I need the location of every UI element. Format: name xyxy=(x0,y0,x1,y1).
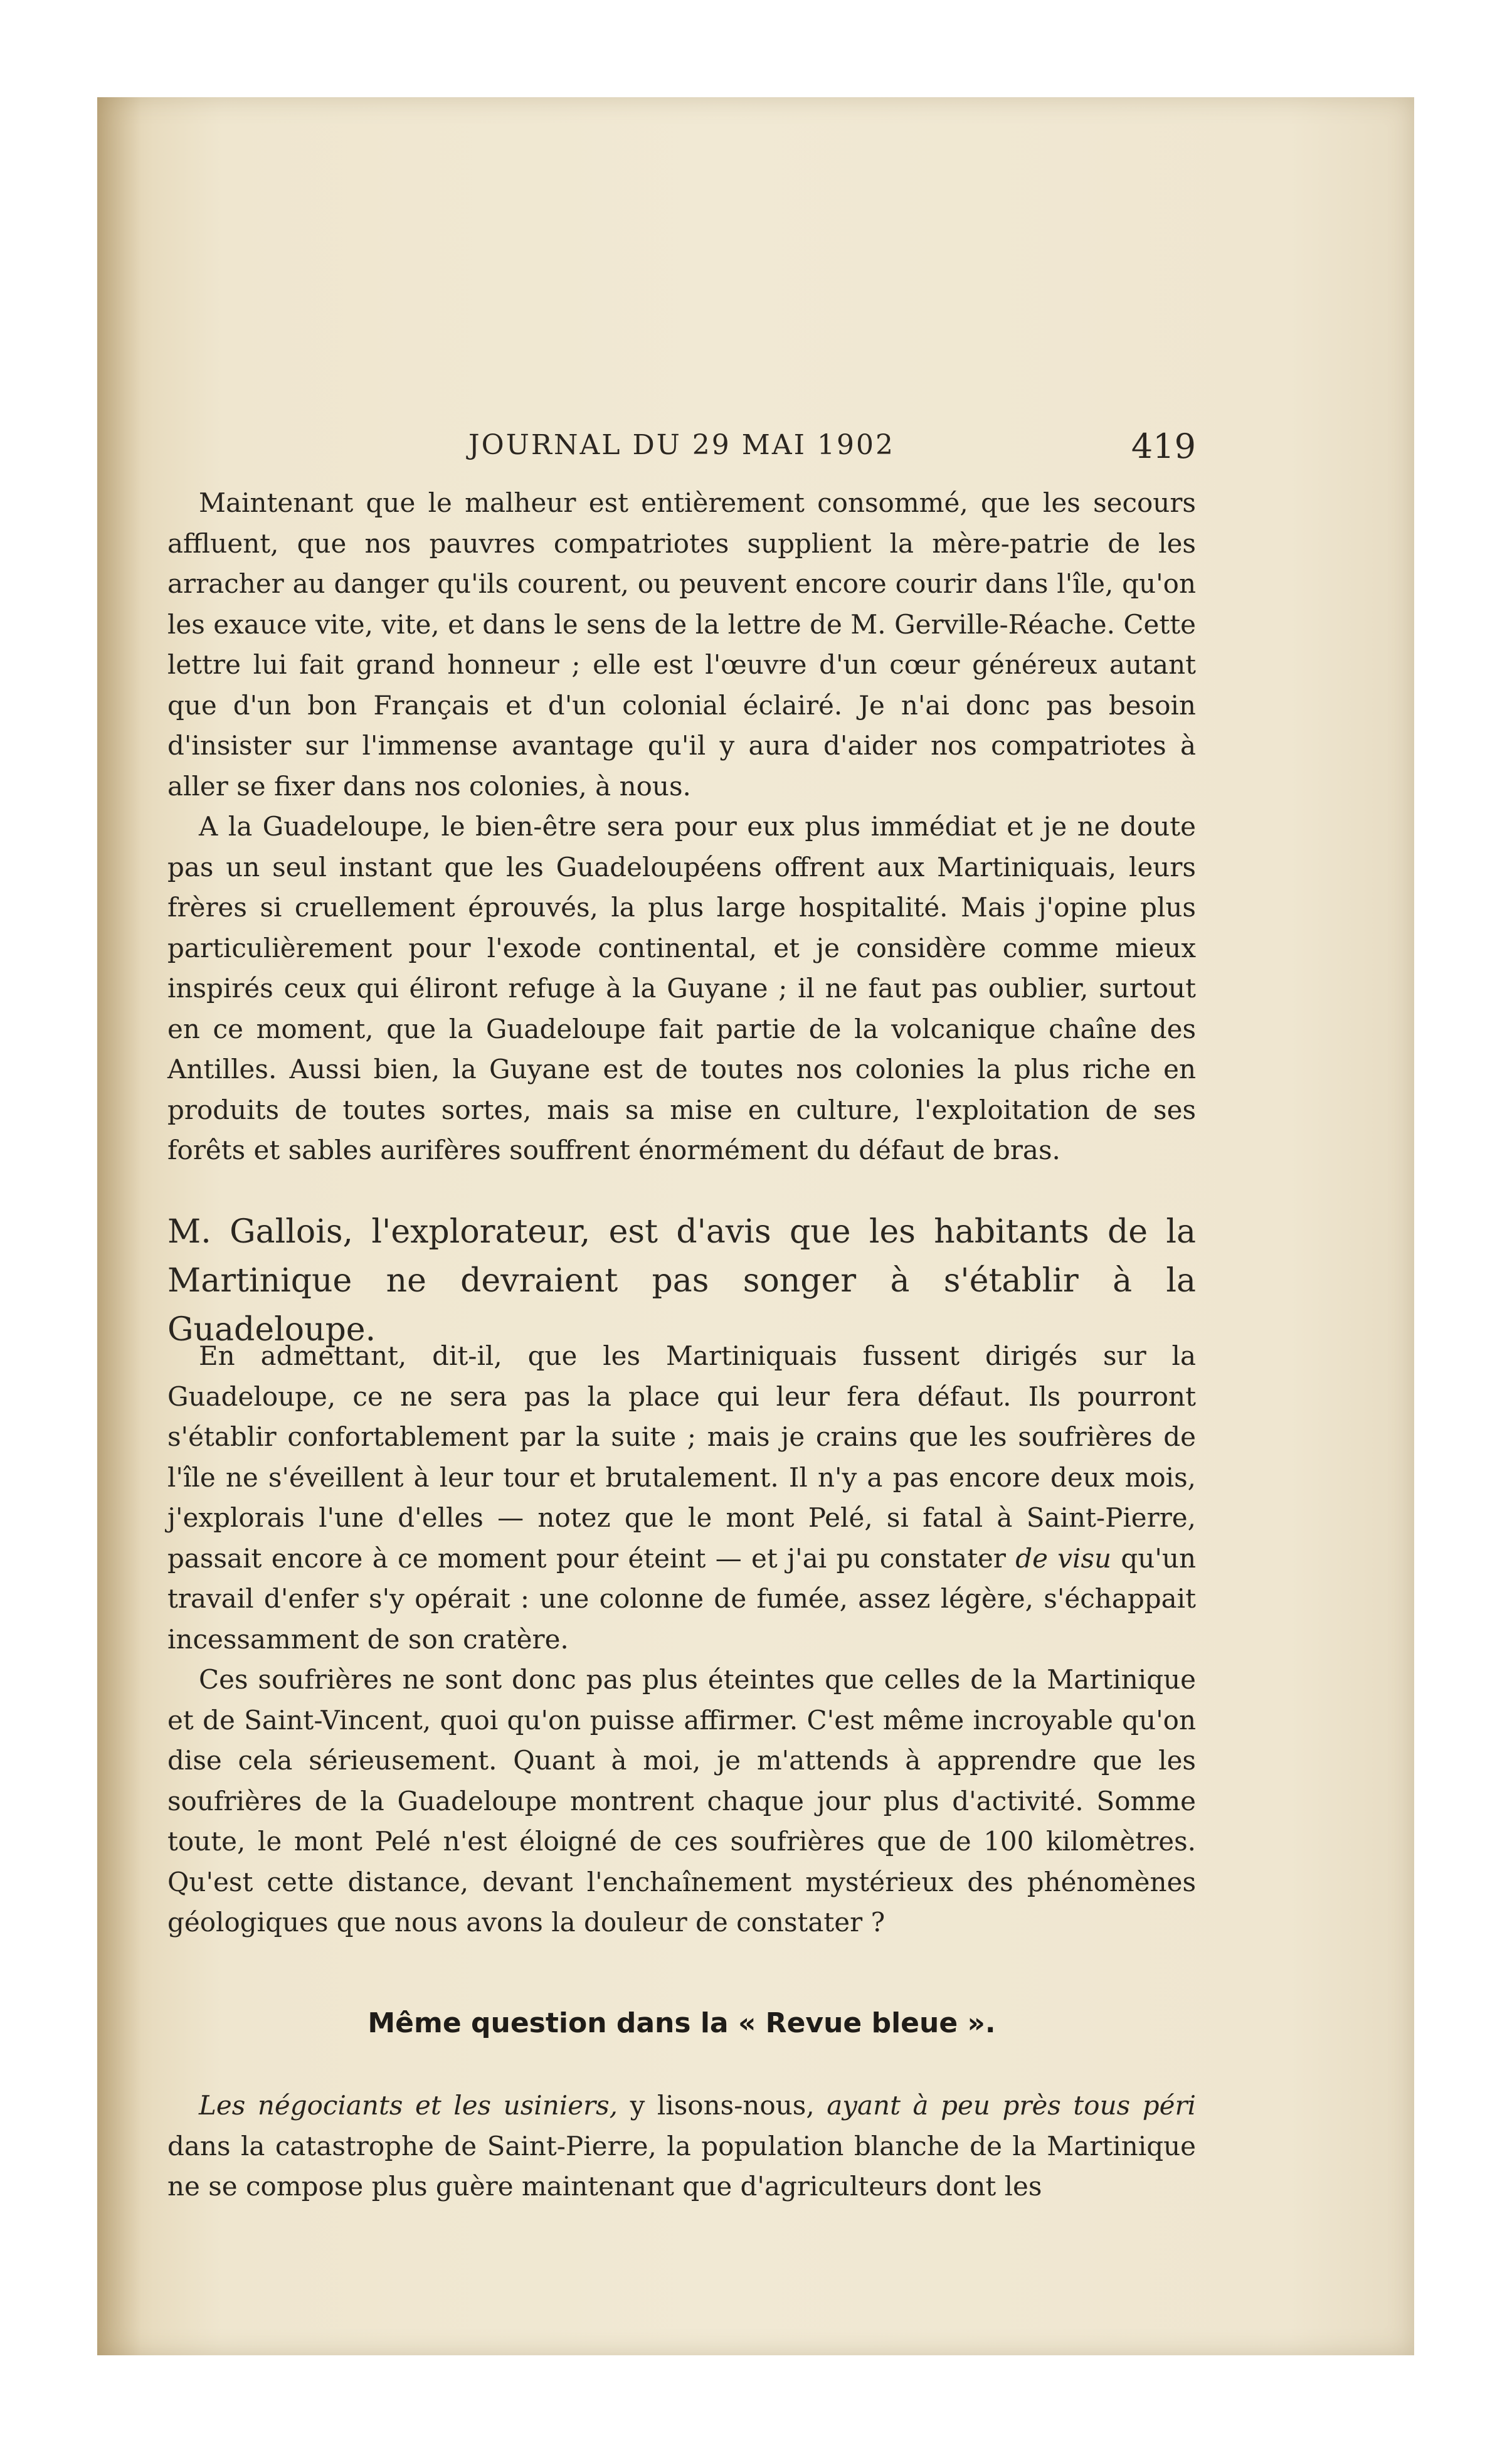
page-header xyxy=(167,427,1196,470)
text-run: y lisons-nous, xyxy=(618,2090,827,2121)
paragraph xyxy=(167,2086,1196,2207)
italic-phrase: Les négociants et les usiniers, xyxy=(199,2090,618,2121)
intro-text: M. Gallois, l'explorateur, est d'avis que les habitants de la Martinique ne devraient pas songer à s'établir à la Guadeloupe. xyxy=(167,1213,1196,1349)
paragraph: A la Guadeloupe, le bien-être sera pour eux plus immédiat et je ne doute pas un seul instant que les Guadeloupéens offrent aux Martiniquais, leurs frères si cruellement éprouvés, la plus large hospitalité. Mais j'opine plus particulièrement pour l'exode continental, et je considère comme mieux inspirés ceux qui éliront refuge à la Guyane ; il ne faut pas oublier, surtout en ce moment, que la Guadeloupe fait partie de la volcanique chaîne des Antilles. Aussi bien, la Guyane est de toutes nos colonies la plus riche en produits de toutes sortes, mais sa mise en culture, l'exploitation de ses forêts et sables aurifères souffrent énormément du défaut de bras. xyxy=(167,811,1196,1165)
paragraph: Maintenant que le malheur est entièrement consommé, que les secours affluent, que nos pauvres compatriotes supplient la mère-patrie de les arracher au danger qu'ils courent, ou peuvent encore courir dans l'île, qu'on les exauce vite, vite, et dans le sens de la lettre de M. Gerville-Réache. Cette lettre lui fait grand honneur ; elle est l'œuvre d'un cœur généreux autant que d'un bon Français et d'un colonial éclairé. Je n'ai donc pas besoin d'insister sur l'immense avantage qu'il y aura d'aider nos compatriotes à aller se fixer dans nos colonies, à nous. xyxy=(167,487,1196,802)
italic-phrase: ayant à peu près tous péri xyxy=(827,2090,1196,2121)
page-number: 419 xyxy=(1131,427,1196,466)
text-run: dans la catastrophe de Saint-Pierre, la population blanche de la Martinique ne se compose plus guère maintenant que d'agriculteurs dont les xyxy=(167,2130,1196,2202)
paragraph: Ces soufrières ne sont donc pas plus éteintes que celles de la Martinique et de Saint-Vincent, quoi qu'on puisse affirmer. C'est même incroyable qu'on dise cela sérieusement. Quant à moi, je m'attends à apprendre que les soufrières de la Guadeloupe montrent chaque jour plus d'activité. Somme toute, le mont Pelé n'est éloigné de ces soufrières que de 100 kilomètres. Qu'est cette distance, devant l'enchaînement mystérieux des phénomènes géologiques que nous avons la douleur de constater ? xyxy=(167,1664,1196,1938)
text-run: qu'un travail d'enfer s'y opérait : une colonne de fumée, assez légère, s'échappait incessamment de son cratère. xyxy=(167,1542,1196,1655)
section-intro xyxy=(167,1207,1196,1354)
scanned-page xyxy=(97,97,1414,2355)
article-block-1 xyxy=(167,483,1196,1171)
text-run: En admettant, dit-il, que les Martiniquais fussent dirigés sur la Guadeloupe, ce ne sera pas la place qui leur fera défaut. Ils pourront s'établir confortablement par la suite ; mais je crains que les soufrières de l'île ne s'éveillent à leur tour et brutalement. Il n'y a pas encore deux mois, j'explorais l'une d'elles — notez que le mont Pelé, si fatal à Saint-Pierre, passait encore à ce moment pour éteint — et j'ai pu constater xyxy=(167,1340,1196,1574)
section-heading: Même question dans la « Revue bleue ». xyxy=(367,2007,996,2039)
article-block-3 xyxy=(167,2086,1196,2207)
paragraph xyxy=(167,1336,1196,1660)
article-block-2 xyxy=(167,1336,1196,1943)
running-title: JOURNAL DU 29 MAI 1902 xyxy=(468,429,895,461)
italic-phrase: de visu xyxy=(1015,1542,1112,1574)
